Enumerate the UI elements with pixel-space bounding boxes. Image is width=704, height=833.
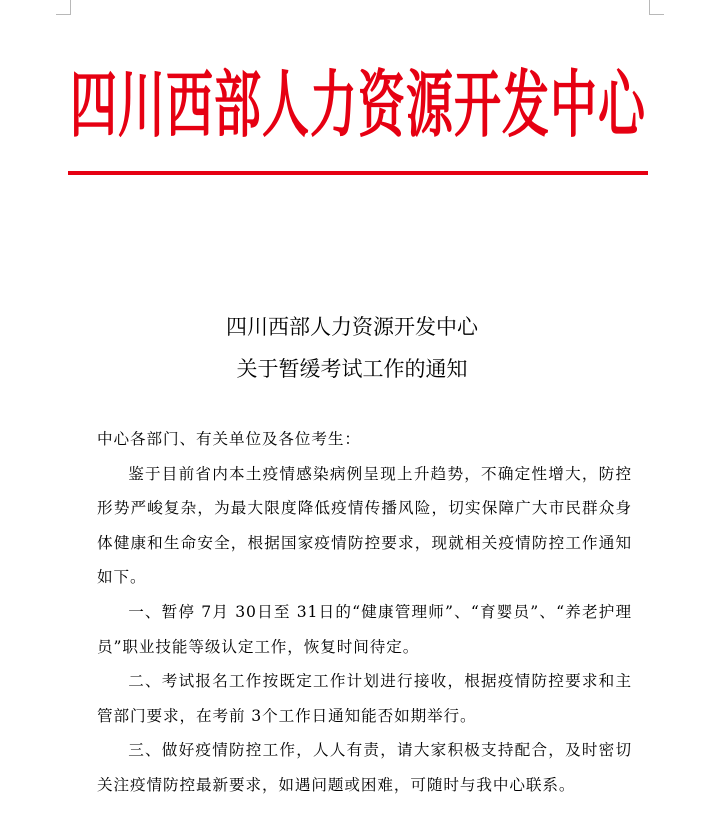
crop-mark-top-right <box>649 0 664 15</box>
letterhead-red-rule <box>68 171 648 175</box>
document-title-line-2: 关于暂缓考试工作的通知 <box>236 357 468 381</box>
salutation: 中心各部门、有关单位及各位考生： <box>97 430 361 448</box>
crop-mark-top-left <box>56 0 71 15</box>
document-title-line-1: 四川西部人力资源开发中心 <box>226 315 478 339</box>
paragraph-item-1: 一、暂停 7月 30日至 31日的“健康管理师”、“育婴员”、“养老护理员”职业技能等级认定工作，恢复时间待定。 <box>97 602 632 656</box>
paragraph-preamble: 鉴于目前省内本土疫情感染病例呈现上升趋势，不确定性增大，防控形势严峻复杂，为最大限度降低疫情传播风险，切实保障广大市民群众身体健康和生命安全，根据国家疫情防控要求，现就相关疫情防控工作通知如下。 <box>97 464 632 587</box>
document-body <box>97 422 632 803</box>
letterhead-title: 四川西部人力资源开发中心 <box>70 63 646 149</box>
paragraph-item-3: 三、做好疫情防控工作，人人有责，请大家积极支持配合，及时密切关注疫情防控最新要求，如遇问题或困难，可随时与我中心联系。 <box>97 741 632 794</box>
paragraph-item-2: 二、考试报名工作按既定工作计划进行接收，根据疫情防控要求和主管部门要求，在考前 3个工作日通知能否如期举行。 <box>97 672 632 725</box>
